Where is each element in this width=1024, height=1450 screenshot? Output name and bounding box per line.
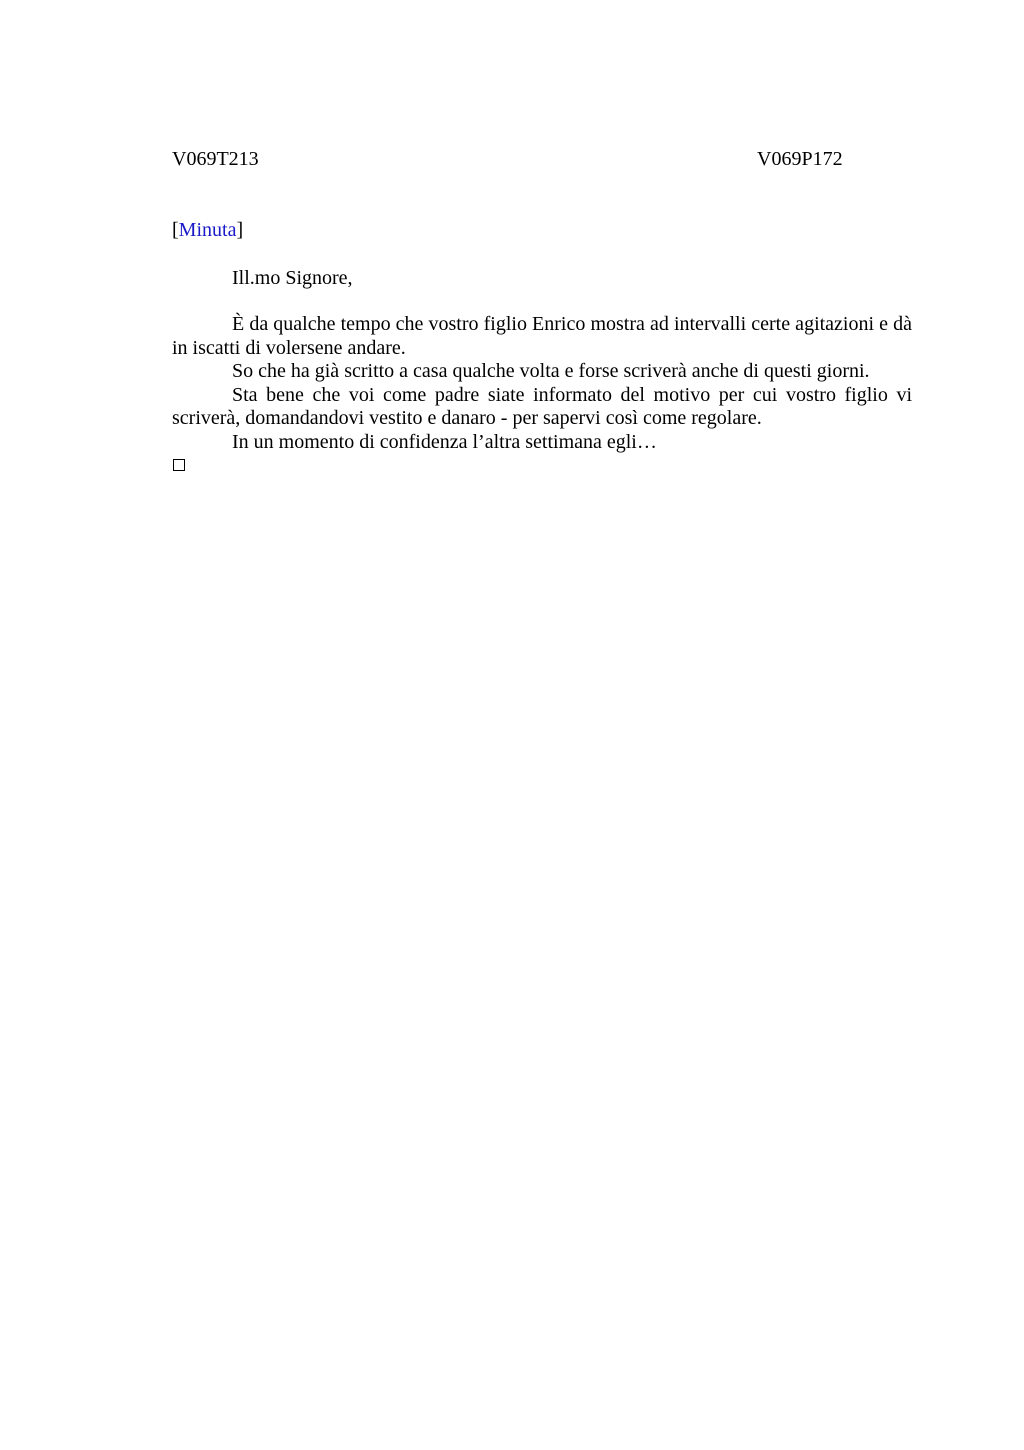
square-outline-icon <box>173 459 185 471</box>
minuta-link[interactable]: Minuta <box>178 219 237 241</box>
letter-paragraph: Sta bene che voi come padre siate informato del motivo per cui vostro figlio vi scriverà, domandandovi vestito e danaro - per sapervi così come regolare. <box>172 383 912 429</box>
letter-salutation: Ill.mo Signore, <box>232 267 353 289</box>
document-code-left: V069T213 <box>172 148 259 170</box>
letter-paragraph: In un momento di confidenza l’altra settimana egli… <box>232 430 657 453</box>
letter-body <box>172 313 912 454</box>
tag-open-bracket: [ <box>172 219 179 241</box>
letter-paragraph: So che ha già scritto a casa qualche volta e forse scriverà anche di questi giorni. <box>232 360 870 382</box>
tag-close-bracket: ] <box>236 219 244 241</box>
letter-paragraph: È da qualche tempo che vostro figlio Enrico mostra ad intervalli certe agitazioni e dà in iscatti di volersene andare. <box>172 313 912 359</box>
document-type-tag <box>172 218 243 242</box>
document-code-right: V069P172 <box>757 148 843 170</box>
